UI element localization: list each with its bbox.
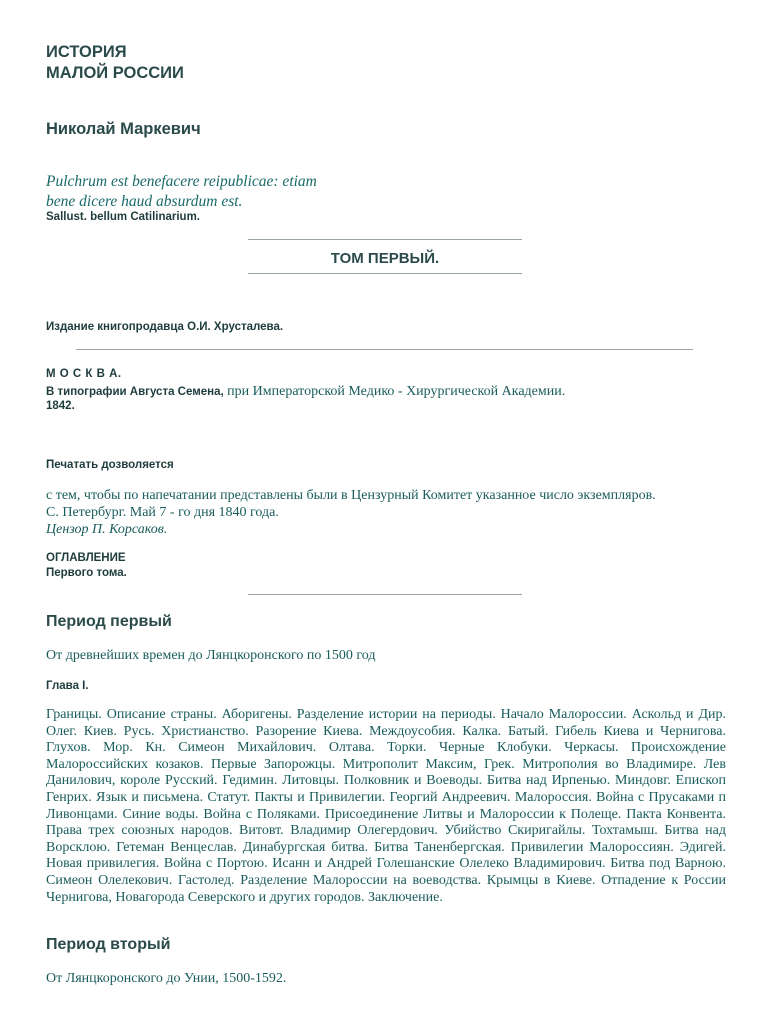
imprint-city: М О С К В А. — [46, 368, 122, 380]
chapter-1-contents: Границы. Описание страны. Аборигены. Разделение истории на периоды. Начало Малороссии. Аскольд и Дир. Олег. Киев. Русь. Христианство. Разорение Киева. Междоусобия. Калка. Батый. Гибель Киева и Чернигова. Глухов. Мор. Кн. Симеон Михайлович. Олтава. Торки. Черные Клобуки. Черкасы. Происхождение Малороссийских козаков. Первые Запорожцы. Митрополит Максим, Грек. Митрополия во Владимире. Лев Данилович, короле Русский. Гедимин. Литовцы. Полковник и Воеводы. Битва над Ирпенью. Миндовг. Епископ Генрих. Язык и письмена. Статут. Пакты и Привилегии. Георгий Андреевич. Малороссия. Война с Прусаками п Ливонцами. Синие воды. Война с Поляками. Присоединение Литвы и Малороссии к Полеще. Пакта Конвента. Права трех союзных народов. Витовт. Владимир Олегердович. Убийство Скиригайлы. Тохтамыш. Битва над Ворсклою. Гетеман Венцеслав. Динабургская битва. Битва Таненбергская. Привилегии Малороссиян. Эдигей. Новая привилегия. Война с Портою. Исанн и Андрей Голешанские Олелеко Владимирович. Битва под Варною. Симеон Олелекович. Гастолед. Разделение Малороссии на воеводства. Крымцы в Киеве. Отпадение к России Чернигова, Новагорода Северского и других городов. Заключение. — [46, 707, 726, 905]
book-title — [46, 42, 184, 84]
imprint-printer-name: В типографии Августа Семена, — [46, 386, 224, 398]
imprint-year: 1842. — [46, 400, 75, 412]
volume-top-rule — [248, 239, 522, 240]
censor-signature: Цензор П. Корсаков. — [46, 522, 168, 537]
censor-heading: Печатать дозволяется — [46, 459, 174, 471]
epigraph-source: Sallust. bellum Catilinarium. — [46, 211, 201, 223]
censor-date: С. Петербург. Май 7 - го дня 1840 года. — [46, 505, 279, 520]
toc-subheading: Первого тома. — [46, 567, 127, 579]
toc-rule — [248, 594, 522, 595]
publisher-rule — [76, 349, 693, 350]
volume-bottom-rule — [248, 273, 522, 274]
publisher-line: Издание книгопродавца О.И. Хрусталева. — [46, 321, 284, 333]
period-1-heading: Период первый — [46, 613, 172, 630]
toc-heading: ОГЛАВЛЕНИЕ — [46, 552, 126, 564]
author-name: Николай Маркевич — [46, 120, 201, 138]
period-1-subtitle: От древнейших времен до Лянцкоронского по 1500 год — [46, 648, 376, 663]
epigraph-line-2: bene dicere haud absurdum est. — [46, 193, 243, 210]
epigraph — [46, 172, 317, 212]
censor-permission: с тем, чтобы по напечатании представлены были в Цензурный Комитет указанное число экземпляров. — [46, 488, 656, 503]
period-2-heading: Период вторый — [46, 936, 171, 953]
imprint-printer-rest: при Императорской Медико - Хирургической Академии. — [223, 384, 566, 399]
book-title-line-2: МАЛОЙ РОССИИ — [46, 64, 184, 82]
book-title-line-1: ИСТОРИЯ — [46, 43, 127, 61]
imprint-printer — [46, 382, 565, 400]
period-2-subtitle: От Лянцкоронского до Унии, 1500-1592. — [46, 971, 287, 986]
volume-title: ТОМ ПЕРВЫЙ. — [330, 250, 440, 267]
chapter-1-heading: Глава I. — [46, 680, 89, 692]
epigraph-line-1: Pulchrum est benefacere reipublicae: etiam — [46, 173, 317, 190]
